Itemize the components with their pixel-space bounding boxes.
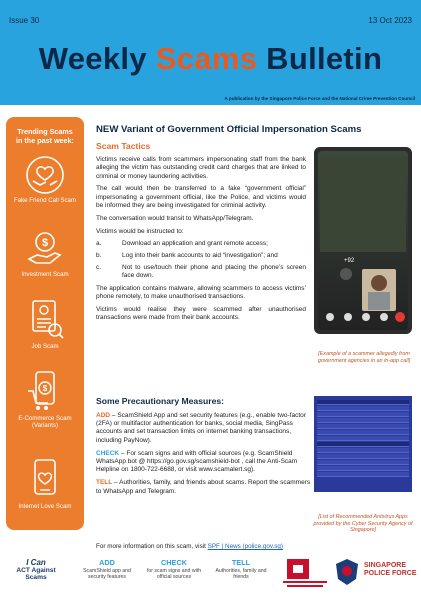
bulletin-title — [0, 41, 421, 77]
title-part2: Bulletin — [257, 41, 383, 76]
precautions-heading: Some Precautionary Measures: — [96, 396, 225, 406]
table-row — [317, 418, 409, 423]
table-row — [317, 454, 409, 459]
add-text: – ScamShield App and set security features (e.g., enable two-factor (2FA) or multifactor authentication for banks, social media, SingPass accounts and set transaction limits on internet banking transactions, including PayNow). — [96, 412, 306, 444]
tell-text: – Authorities, family, and friends about scams. Report the scammers to WhatsApp and Telegram. — [96, 479, 311, 495]
shopping-cart-phone-icon — [24, 369, 66, 413]
add-keyword: ADD — [96, 412, 111, 419]
list-item-text: Download an application and grant remote access; — [122, 240, 268, 248]
table-header-row — [317, 442, 409, 447]
footer-tell-heading: TELL — [231, 558, 251, 567]
paragraph: Victims would be instructed to: — [96, 227, 184, 235]
job-document-icon — [24, 297, 66, 341]
precautions-body — [96, 412, 312, 501]
title-accent: Scams — [155, 41, 258, 76]
i-can-act-logo — [6, 558, 66, 581]
i-can-text: I Can — [26, 558, 46, 567]
footer-add-heading: ADD — [99, 558, 115, 567]
spf-logo — [334, 557, 418, 589]
sidebar-title-line1: Trending Scams — [17, 127, 73, 136]
sidebar-item-ecommerce — [6, 369, 84, 429]
tell-keyword: TELL — [96, 479, 113, 487]
ncpc-logo — [281, 557, 329, 589]
sidebar-item-label: Fake Friend Call Scam — [14, 197, 76, 204]
paragraph: The conversation would transit to WhatsApp/Telegram. — [96, 214, 254, 222]
more-info-line — [96, 543, 283, 550]
sidebar-item-job — [6, 297, 84, 350]
sidebar-title-line2: in the past week: — [16, 136, 74, 145]
sidebar-item-label: Internet Love Scam — [18, 503, 72, 510]
antivirus-apps-table-image — [314, 396, 412, 492]
precaution-tell — [96, 479, 312, 495]
spf-news-link[interactable]: SPF | News (police.gov.sg) — [207, 543, 283, 550]
paragraph: The call would then be transferred to a fake “government official” impersonating a government official, like the Police, and victims would be informed they are being investigated for criminal activity. — [96, 185, 306, 209]
phone-screen — [318, 151, 408, 330]
issue-number: Issue 30 — [9, 16, 40, 25]
sidebar-item-investment — [6, 229, 84, 278]
trending-scams-sidebar — [6, 117, 84, 530]
paragraph: Victims would realise they were scammed after unauthorised transactions were made from their bank accounts. — [96, 306, 306, 322]
svg-text:$: $ — [41, 237, 49, 249]
list-item-marker: c. — [96, 263, 102, 271]
spf-line1: SINGAPORE — [364, 562, 407, 569]
more-info-text: For more information on this scam, visit — [96, 543, 208, 550]
sidebar-item-fake-friend — [6, 155, 84, 204]
article-title: NEW Variant of Government Official Impersonation Scams — [96, 124, 362, 135]
table-row — [317, 412, 409, 417]
bulletin-header — [0, 0, 421, 105]
list-item-marker: b. — [96, 252, 102, 260]
footer-add-text: ScamShield app and security features — [83, 568, 131, 581]
list-item — [96, 240, 306, 248]
footer-add — [76, 558, 138, 580]
table-row — [317, 430, 409, 435]
table-row — [317, 436, 409, 441]
publisher-note: A publication by the Singapore Police Force and the National Crime Prevention Council — [224, 96, 415, 101]
list-item-text: Log into their bank accounts to aid “investigation”; and — [122, 252, 278, 260]
phone-heart-icon — [24, 457, 66, 501]
check-keyword: CHECK — [96, 449, 120, 457]
table-row — [317, 472, 409, 477]
act-against-scams-text: ACT Against Scams — [16, 567, 56, 581]
list-item — [96, 264, 306, 281]
sidebar-item-label: Job Scam — [31, 343, 59, 350]
sidebar-item-love — [6, 457, 84, 510]
footer-banner — [0, 553, 421, 596]
caller-number: +92 — [344, 258, 355, 264]
table-header-row — [317, 400, 409, 405]
sidebar-item-label: E-Commerce Scam (Variants) — [18, 415, 72, 429]
list-item-text: Not to use/touch their phone and placing the phone’s screen face down. — [122, 263, 306, 280]
svg-text:$: $ — [42, 384, 48, 393]
video-call-illustration — [318, 151, 408, 330]
title-part1: Weekly — [38, 41, 156, 76]
table-caption: [List of Recommended Antivirus Apps provided by the Cyber Security Agency of Singapore] — [313, 514, 413, 534]
footer-tell — [210, 558, 272, 580]
list-item-marker: a. — [96, 240, 102, 248]
screenshot-caption: [Example of a scammer allegedly from government agencies in an in-app call] — [317, 351, 411, 364]
instruction-list — [96, 240, 306, 280]
sidebar-item-label: Investment Scam — [21, 271, 69, 278]
article-body — [96, 156, 306, 327]
handshake-heart-icon — [24, 155, 66, 195]
footer-check — [143, 558, 205, 580]
precaution-check — [96, 450, 312, 475]
money-bag-hand-icon — [24, 229, 66, 269]
precaution-add — [96, 412, 312, 445]
table-row — [317, 448, 409, 453]
list-item — [96, 252, 306, 260]
table-row — [317, 406, 409, 411]
paragraph: Victims receive calls from scammers impersonating staff from the bank alleging the victim has outstanding credit card charges that are linked to criminal or money laundering activities. — [96, 156, 306, 180]
table-row — [317, 424, 409, 429]
table-row — [317, 460, 409, 465]
paragraph: The application contains malware, allowing scammers to access victims’ phone remotely, to make unauthorised transactions. — [96, 285, 306, 301]
scam-call-screenshot — [314, 147, 412, 334]
spf-name — [364, 562, 417, 577]
scam-tactics-heading: Scam Tactics — [96, 141, 151, 151]
check-text: – For scam signs and with official sources (e.g. ScamShield WhatsApp bot @ https://go.gov.sg/scamshield-bot , call the Anti-Scam Helpline on 1800-722-6688, or visit www.scamalert.sg). — [96, 449, 298, 474]
police-crest-icon — [334, 557, 360, 587]
footer-tell-text: Authorities, family and friends — [215, 568, 267, 581]
footer-check-text: for scam signs and with official sources — [146, 568, 202, 581]
spf-line2: POLICE FORCE — [364, 569, 417, 577]
issue-date: 13 Oct 2023 — [368, 16, 412, 25]
table-row — [317, 466, 409, 471]
sidebar-title — [6, 127, 84, 145]
footer-check-heading: CHECK — [161, 558, 187, 567]
